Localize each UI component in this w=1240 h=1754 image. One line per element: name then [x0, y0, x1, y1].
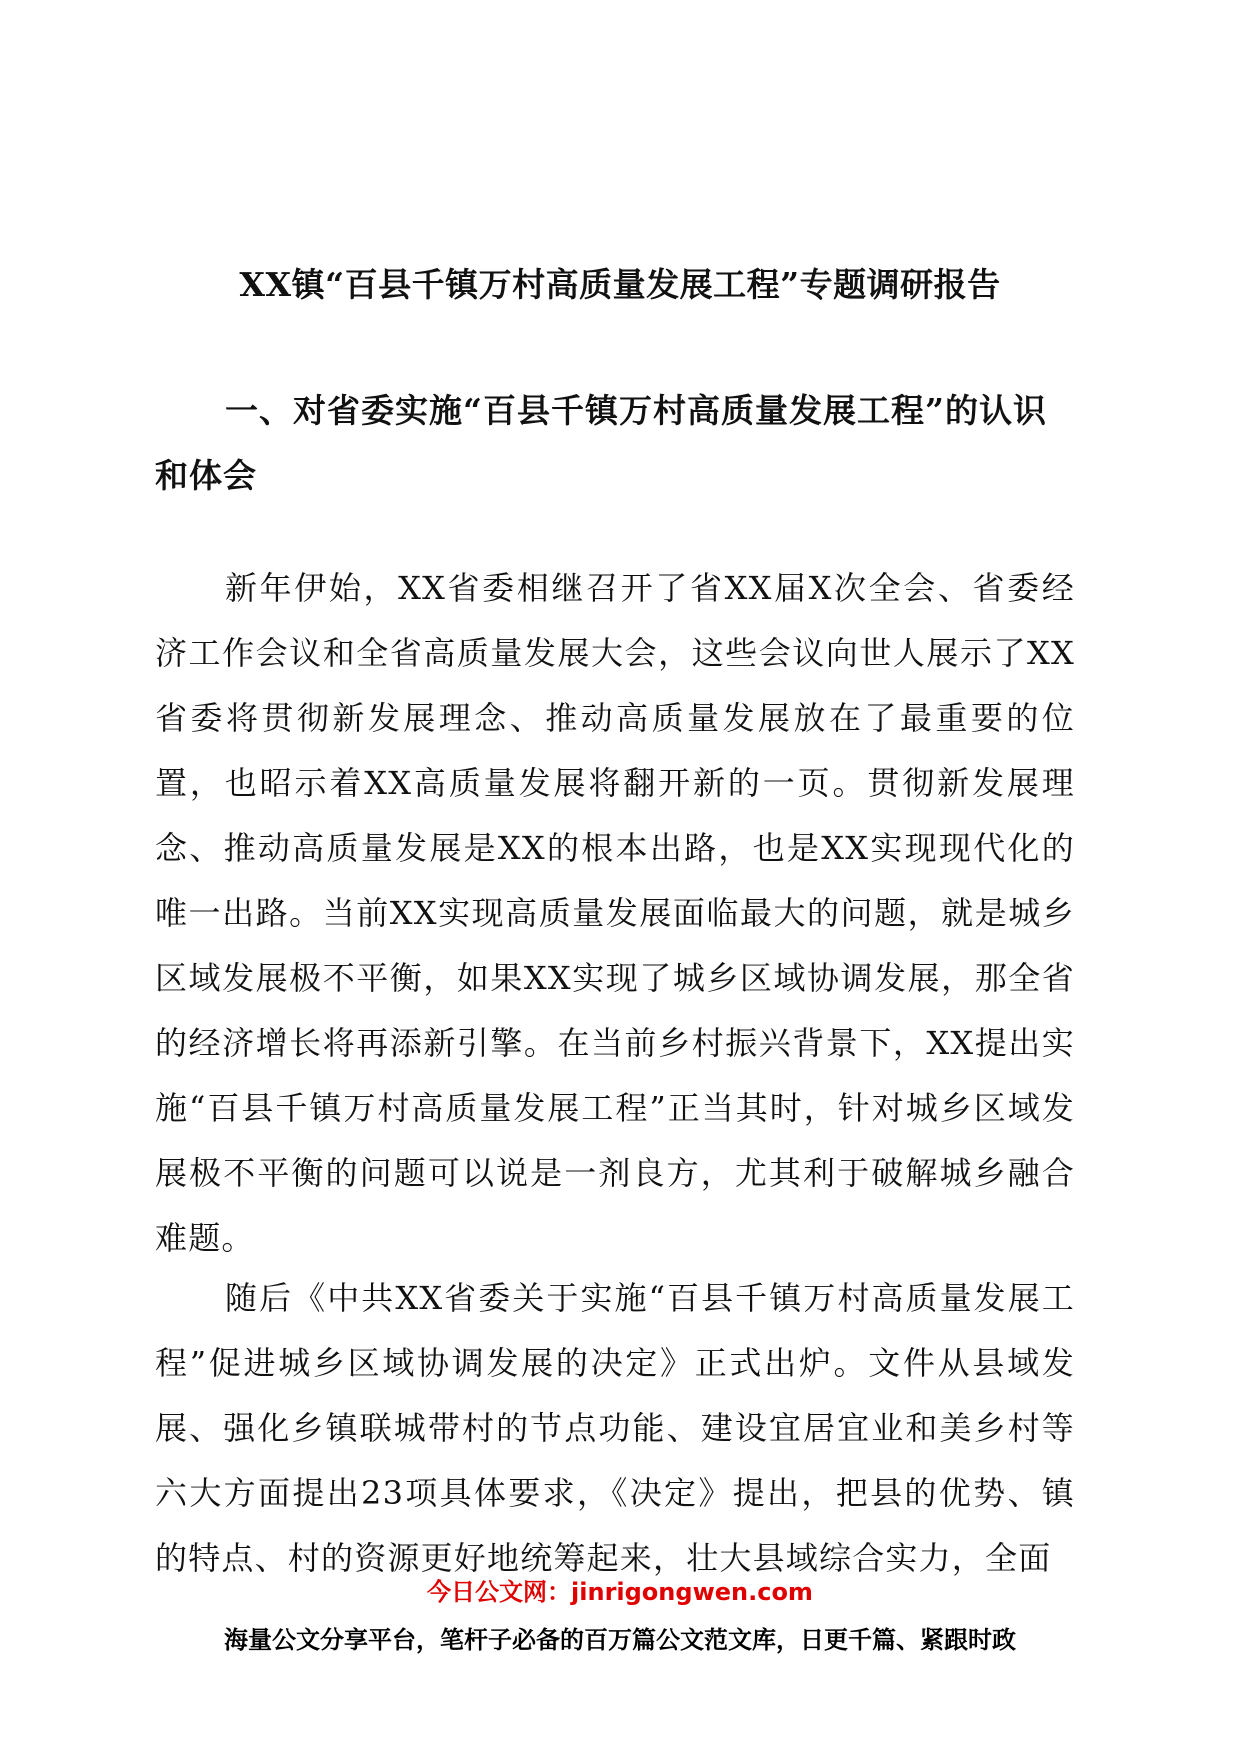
document-title: XX镇“百县千镇万村高质量发展工程”专题调研报告: [239, 265, 1001, 304]
footer-site-link[interactable]: 今日公文网：jinrigongwen.com: [427, 1578, 813, 1606]
footer-slogan: 海量公文分享平台，笔杆子必备的百万篇公文范文库，日更千篇、紧跟时政: [224, 1626, 1016, 1654]
body-paragraph-1: 新年伊始，XX省委相继召开了省XX届X次全会、省委经济工作会议和全省高质量发展大会，这些会议向世人展示了XX省委将贯彻新发展理念、推动高质量发展放在了最重要的位置，也昭示着XX高质量发展将翻开新的一页。贯彻新发展理念、推动高质量发展是XX的根本出路，也是XX实现现代化的唯一出路。当前XX实现高质量发展面临最大的问题，就是城乡区域发展极不平衡，如果XX实现了城乡区域协调发展，那全省的经济增长将再添新引擎。在当前乡村振兴背景下，XX提出实施“百县千镇万村高质量发展工程”正当其时，针对城乡区域发展极不平衡的问题可以说是一剂良方，尤其利于破解城乡融合难题。: [155, 569, 1075, 1257]
body-paragraph-2: 随后《中共XX省委关于实施“百县千镇万村高质量发展工程”促进城乡区域协调发展的决定》正式出炉。文件从县域发展、强化乡镇联城带村的节点功能、建设宜居宜业和美乡村等六大方面提出23项具体要求，《决定》提出，把县的优势、镇的特点、村的资源更好地统筹起来，壮大县域综合实力，全面: [155, 1279, 1075, 1577]
section-heading: 一、对省委实施“百县千镇万村高质量发展工程”的认识和体会: [155, 391, 1047, 495]
